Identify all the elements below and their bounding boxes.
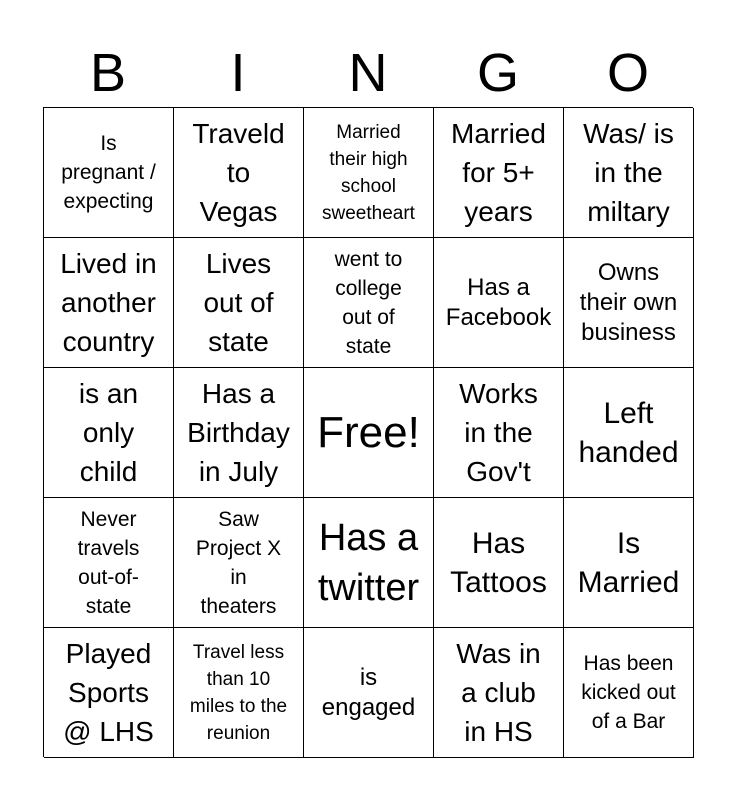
free-space-cell[interactable]: Free! <box>304 368 434 498</box>
bingo-cell[interactable]: Has been kicked out of a Bar <box>564 628 694 758</box>
bingo-cell[interactable]: Has a Birthday in July <box>174 368 304 498</box>
title-letter-n: N <box>348 43 388 103</box>
bingo-cell[interactable]: Is Married <box>564 498 694 628</box>
bingo-cell[interactable]: Has a twitter <box>304 498 434 628</box>
bingo-board <box>43 107 693 757</box>
bingo-title <box>43 40 693 106</box>
bingo-cell[interactable]: went to college out of state <box>304 238 434 368</box>
bingo-cell[interactable]: Is pregnant / expecting <box>44 108 174 238</box>
bingo-cell[interactable]: Played Sports @ LHS <box>44 628 174 758</box>
title-letter-b: B <box>89 43 127 103</box>
bingo-cell[interactable]: Married for 5+ years <box>434 108 564 238</box>
bingo-cell[interactable]: Lived in another country <box>44 238 174 368</box>
bingo-cell[interactable]: Lives out of state <box>174 238 304 368</box>
bingo-cell[interactable]: Has Tattoos <box>434 498 564 628</box>
bingo-cell[interactable]: Travel less than 10 miles to the reunion <box>174 628 304 758</box>
title-letter-i: I <box>230 43 246 103</box>
title-letter-o: O <box>606 43 649 103</box>
bingo-cell[interactable]: Traveld to Vegas <box>174 108 304 238</box>
bingo-cell[interactable]: Was in a club in HS <box>434 628 564 758</box>
bingo-cell[interactable]: Owns their own business <box>564 238 694 368</box>
bingo-cell[interactable]: is an only child <box>44 368 174 498</box>
bingo-cell[interactable]: Was/ is in the miltary <box>564 108 694 238</box>
bingo-cell[interactable]: Saw Project X in theaters <box>174 498 304 628</box>
title-letter-g: G <box>476 43 519 103</box>
bingo-cell[interactable]: Never travels out-of- state <box>44 498 174 628</box>
bingo-cell[interactable]: Left handed <box>564 368 694 498</box>
bingo-cell[interactable]: Married their high school sweetheart <box>304 108 434 238</box>
bingo-cell[interactable]: Has a Facebook <box>434 238 564 368</box>
bingo-cell[interactable]: is engaged <box>304 628 434 758</box>
bingo-cell[interactable]: Works in the Gov't <box>434 368 564 498</box>
